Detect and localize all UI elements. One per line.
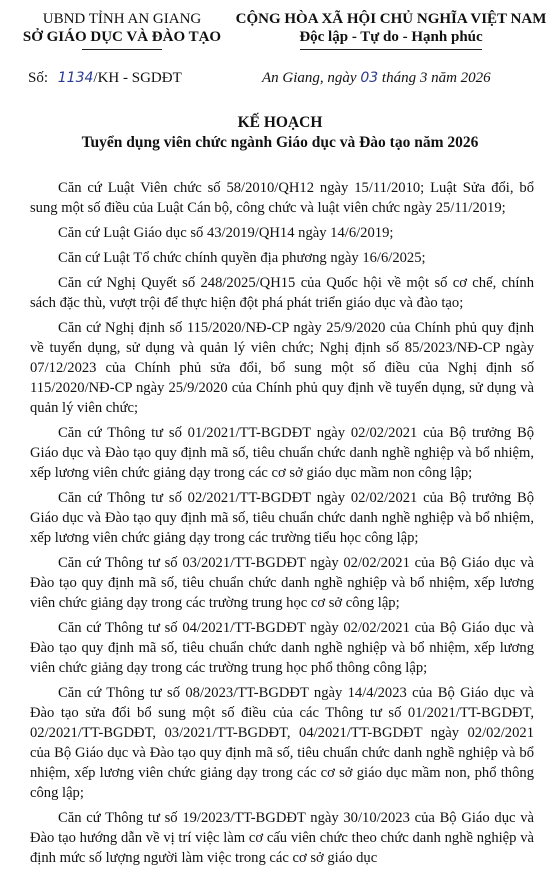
legal-basis-paragraph: Căn cứ Luật Giáo dục số 43/2019/QH14 ngày 14/6/2019; xyxy=(58,225,394,241)
legal-basis-paragraph: Căn cứ Thông tư số 08/2023/TT-BGDĐT ngày 14/4/2023 của Bộ Giáo dục và Đào tạo sửa đổi bổ sung một số điều của các Thông tư số 01/2021/TT-BGDĐT, 02/2021/TT-BGDĐT, 03/2021/TT-BGDĐT, 04/2021/TT-BGDĐT ngày 02/02/2021 của Bộ Giáo dục và Đào tạo quy định mã số, tiêu chuẩn chức danh nghề nghiệp và bổ nhiệm, xếp lương viên chức giảng dạy trong các cơ sở giáo dục mầm non, phổ thông công lập; xyxy=(30,685,534,801)
legal-basis-paragraph: Căn cứ Thông tư số 19/2023/TT-BGDĐT ngày 30/10/2023 của Bộ Giáo dục và Đào tạo hướng dẫn về vị trí việc làm cơ cấu viên chức theo chức danh nghề nghiệp và định mức số lượng người làm việc trong các cơ sở giáo dục xyxy=(30,810,534,866)
issue-date xyxy=(262,69,491,87)
org-underline xyxy=(82,49,162,50)
document-number xyxy=(28,69,182,87)
handwritten-number: 1134 xyxy=(57,70,94,86)
legal-basis-paragraph: Căn cứ Thông tư số 04/2021/TT-BGDĐT ngày 02/02/2021 của Bộ Giáo dục và Đào tạo quy định mã số, tiêu chuẩn chức danh nghề nghiệp và bổ nhiệm, xếp lương viên chức giảng dạy trong các trường trung học phổ thông công lập; xyxy=(30,620,534,676)
org-line-2: SỞ GIÁO DỤC VÀ ĐÀO TẠO xyxy=(22,29,222,45)
legal-basis-paragraph: Căn cứ Nghị định số 115/2020/NĐ-CP ngày 25/9/2020 của Chính phủ quy định về tuyển dụng, sử dụng và quản lý viên chức; Nghị định số 85/2023/NĐ-CP ngày 07/12/2023 của Chính phủ sửa đổi, bổ sung một số điều của Nghị định số 115/2020/NĐ-CP ngày 25/9/2020 của Chính phủ quy định về tuyển dụng, sử dụng và quản lý viên chức; xyxy=(30,320,534,416)
motto-underline xyxy=(300,49,482,50)
legal-basis-paragraph: Căn cứ Luật Viên chức số 58/2010/QH12 ngày 15/11/2010; Luật Sửa đổi, bổ sung một số điều của Luật Cán bộ, công chức và luật viên chức ngày 25/11/2019; xyxy=(30,180,534,216)
document-body xyxy=(30,178,534,873)
handwritten-day: 03 xyxy=(360,70,379,86)
number-suffix: /KH - SGDĐT xyxy=(93,70,182,86)
document-subtitle: Tuyển dụng viên chức ngành Giáo dục và Đào tạo năm 2026 xyxy=(81,134,479,151)
date-suffix: tháng 3 năm 2026 xyxy=(381,70,491,86)
legal-basis-paragraph: Căn cứ Nghị Quyết số 248/2025/QH15 của Quốc hội về một số cơ chế, chính sách đặc thù, vượt trội để thực hiện đột phá phát triển giáo dục và đào tạo; xyxy=(30,275,534,311)
date-prefix: An Giang, ngày xyxy=(262,70,357,86)
legal-basis-paragraph: Căn cứ Thông tư số 02/2021/TT-BGDĐT ngày 02/02/2021 của Bộ trưởng Bộ Giáo dục và Đào tạo quy định mã số, tiêu chuẩn chức danh nghề nghiệp và bổ nhiệm, xếp lương viên chức giảng dạy trong các trường tiểu học công lập; xyxy=(30,490,534,546)
document-title: KẾ HOẠCH xyxy=(237,114,323,131)
legal-basis-paragraph: Căn cứ Luật Tổ chức chính quyền địa phương ngày 16/6/2025; xyxy=(58,250,426,266)
legal-basis-paragraph: Căn cứ Thông tư số 01/2021/TT-BGDĐT ngày 02/02/2021 của Bộ trưởng Bộ Giáo dục và Đào tạo quy định mã số, tiêu chuẩn chức danh nghề nghiệp và bổ nhiệm, xếp lương viên chức giảng dạy trong các cơ sở giáo dục mầm non công lập; xyxy=(30,425,534,481)
legal-basis-paragraph: Căn cứ Thông tư số 03/2021/TT-BGDĐT ngày 02/02/2021 của Bộ Giáo dục và Đào tạo quy định mã số, tiêu chuẩn chức danh nghề nghiệp và bổ nhiệm, xếp lương viên chức giảng dạy trong các trường trung học cơ sở công lập; xyxy=(30,555,534,611)
nation-line-1: CỘNG HÒA XÃ HỘI CHỦ NGHĨA VIỆT NAM xyxy=(235,11,547,27)
nation-line-2: Độc lập - Tự do - Hạnh phúc xyxy=(299,29,483,45)
org-line-1: UBND TỈNH AN GIANG xyxy=(42,11,202,27)
number-prefix: Số: xyxy=(28,70,49,86)
